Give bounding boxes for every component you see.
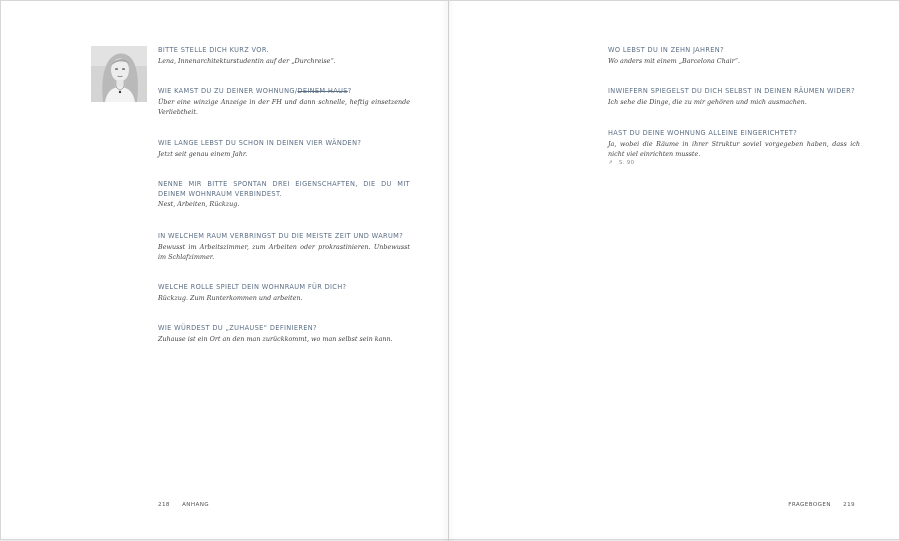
question: WIE WÜRDEST DU „ZUHAUSE“ DEFINIEREN? bbox=[158, 324, 317, 332]
section-title: ANHANG bbox=[182, 502, 210, 508]
answer: Ich sehe die Dinge, die zu mir gehören und mich ausmachen. bbox=[608, 97, 807, 106]
question-mark: ? bbox=[347, 87, 352, 95]
question: NENNE MIR BITTE SPONTAN DREI EIGENSCHAFTEN, DIE DU MIT DEINEM WOHNRAUM VERBINDEST. bbox=[158, 180, 410, 198]
section-title: FRAGEBOGEN bbox=[788, 502, 831, 508]
answer: Rückzug. Zum Runterkommen und arbeiten. bbox=[158, 293, 303, 302]
answer: Über eine winzige Anzeige in der FH und dann schnelle, heftig einsetzende Verliebtheit. bbox=[158, 97, 410, 116]
qa-item bbox=[608, 129, 860, 166]
answer: Bewusst im Arbeitszimmer, zum Arbeiten oder prokrastinieren. Unbewusst im Schlafzimmer. bbox=[158, 242, 410, 261]
answer: Wo anders mit einem „Barcelona Chair“. bbox=[608, 56, 740, 65]
qa-item bbox=[158, 283, 410, 303]
arrow-up-right-icon: ↗ bbox=[608, 159, 613, 166]
qa-item bbox=[608, 46, 860, 66]
page-reference-label: S. 90 bbox=[618, 159, 635, 166]
qa-item bbox=[158, 139, 410, 159]
answer: Jetzt seit genau einem Jahr. bbox=[158, 149, 248, 158]
page-gutter bbox=[448, 1, 449, 541]
qa-item bbox=[158, 87, 410, 117]
question: INWIEFERN SPIEGELST DU DICH SELBST IN DEINEN RÄUMEN WIDER? bbox=[608, 87, 855, 95]
portrait-photo bbox=[91, 46, 147, 102]
answer: Zuhause ist ein Ort an den man zurückkommt, wo man selbst sein kann. bbox=[158, 334, 393, 343]
qa-item bbox=[608, 87, 860, 107]
right-folio bbox=[783, 502, 855, 508]
question: IN WELCHEM RAUM VERBRINGST DU DIE MEISTE ZEIT UND WARUM? bbox=[158, 232, 404, 240]
answer: Lena, Innenarchitekturstudentin auf der „Durchreise“. bbox=[158, 56, 336, 65]
question: WO LEBST DU IN ZEHN JAHREN? bbox=[608, 46, 724, 54]
question: HAST DU DEINE WOHNUNG ALLEINE EINGERICHTET? bbox=[608, 129, 798, 137]
question: WIE LANGE LEBST DU SCHON IN DEINEN VIER WÄNDEN? bbox=[158, 139, 362, 147]
qa-item bbox=[158, 324, 410, 344]
question: BITTE STELLE DICH KURZ VOR. bbox=[158, 46, 269, 54]
page-number: 218 bbox=[158, 502, 170, 508]
question-text: WIE KAMST DU ZU DEINER WOHNUNG/ bbox=[158, 87, 298, 95]
qa-item bbox=[158, 232, 410, 262]
qa-item bbox=[158, 180, 410, 209]
portrait-illustration bbox=[91, 46, 147, 102]
page-reference[interactable] bbox=[608, 160, 860, 166]
left-folio bbox=[158, 502, 209, 508]
page-number: 219 bbox=[843, 502, 855, 508]
struck-text: DEINEM HAUS bbox=[297, 87, 348, 95]
question bbox=[158, 87, 410, 97]
question: WELCHE ROLLE SPIELT DEIN WOHNRAUM FÜR DICH? bbox=[158, 283, 347, 291]
answer: Nest, Arbeiten, Rückzug. bbox=[158, 200, 240, 208]
answer: Ja, wobei die Räume in ihrer Struktur soviel vorgegeben haben, dass ich nicht viel einrichten musste. bbox=[608, 139, 860, 158]
qa-item bbox=[158, 46, 410, 66]
